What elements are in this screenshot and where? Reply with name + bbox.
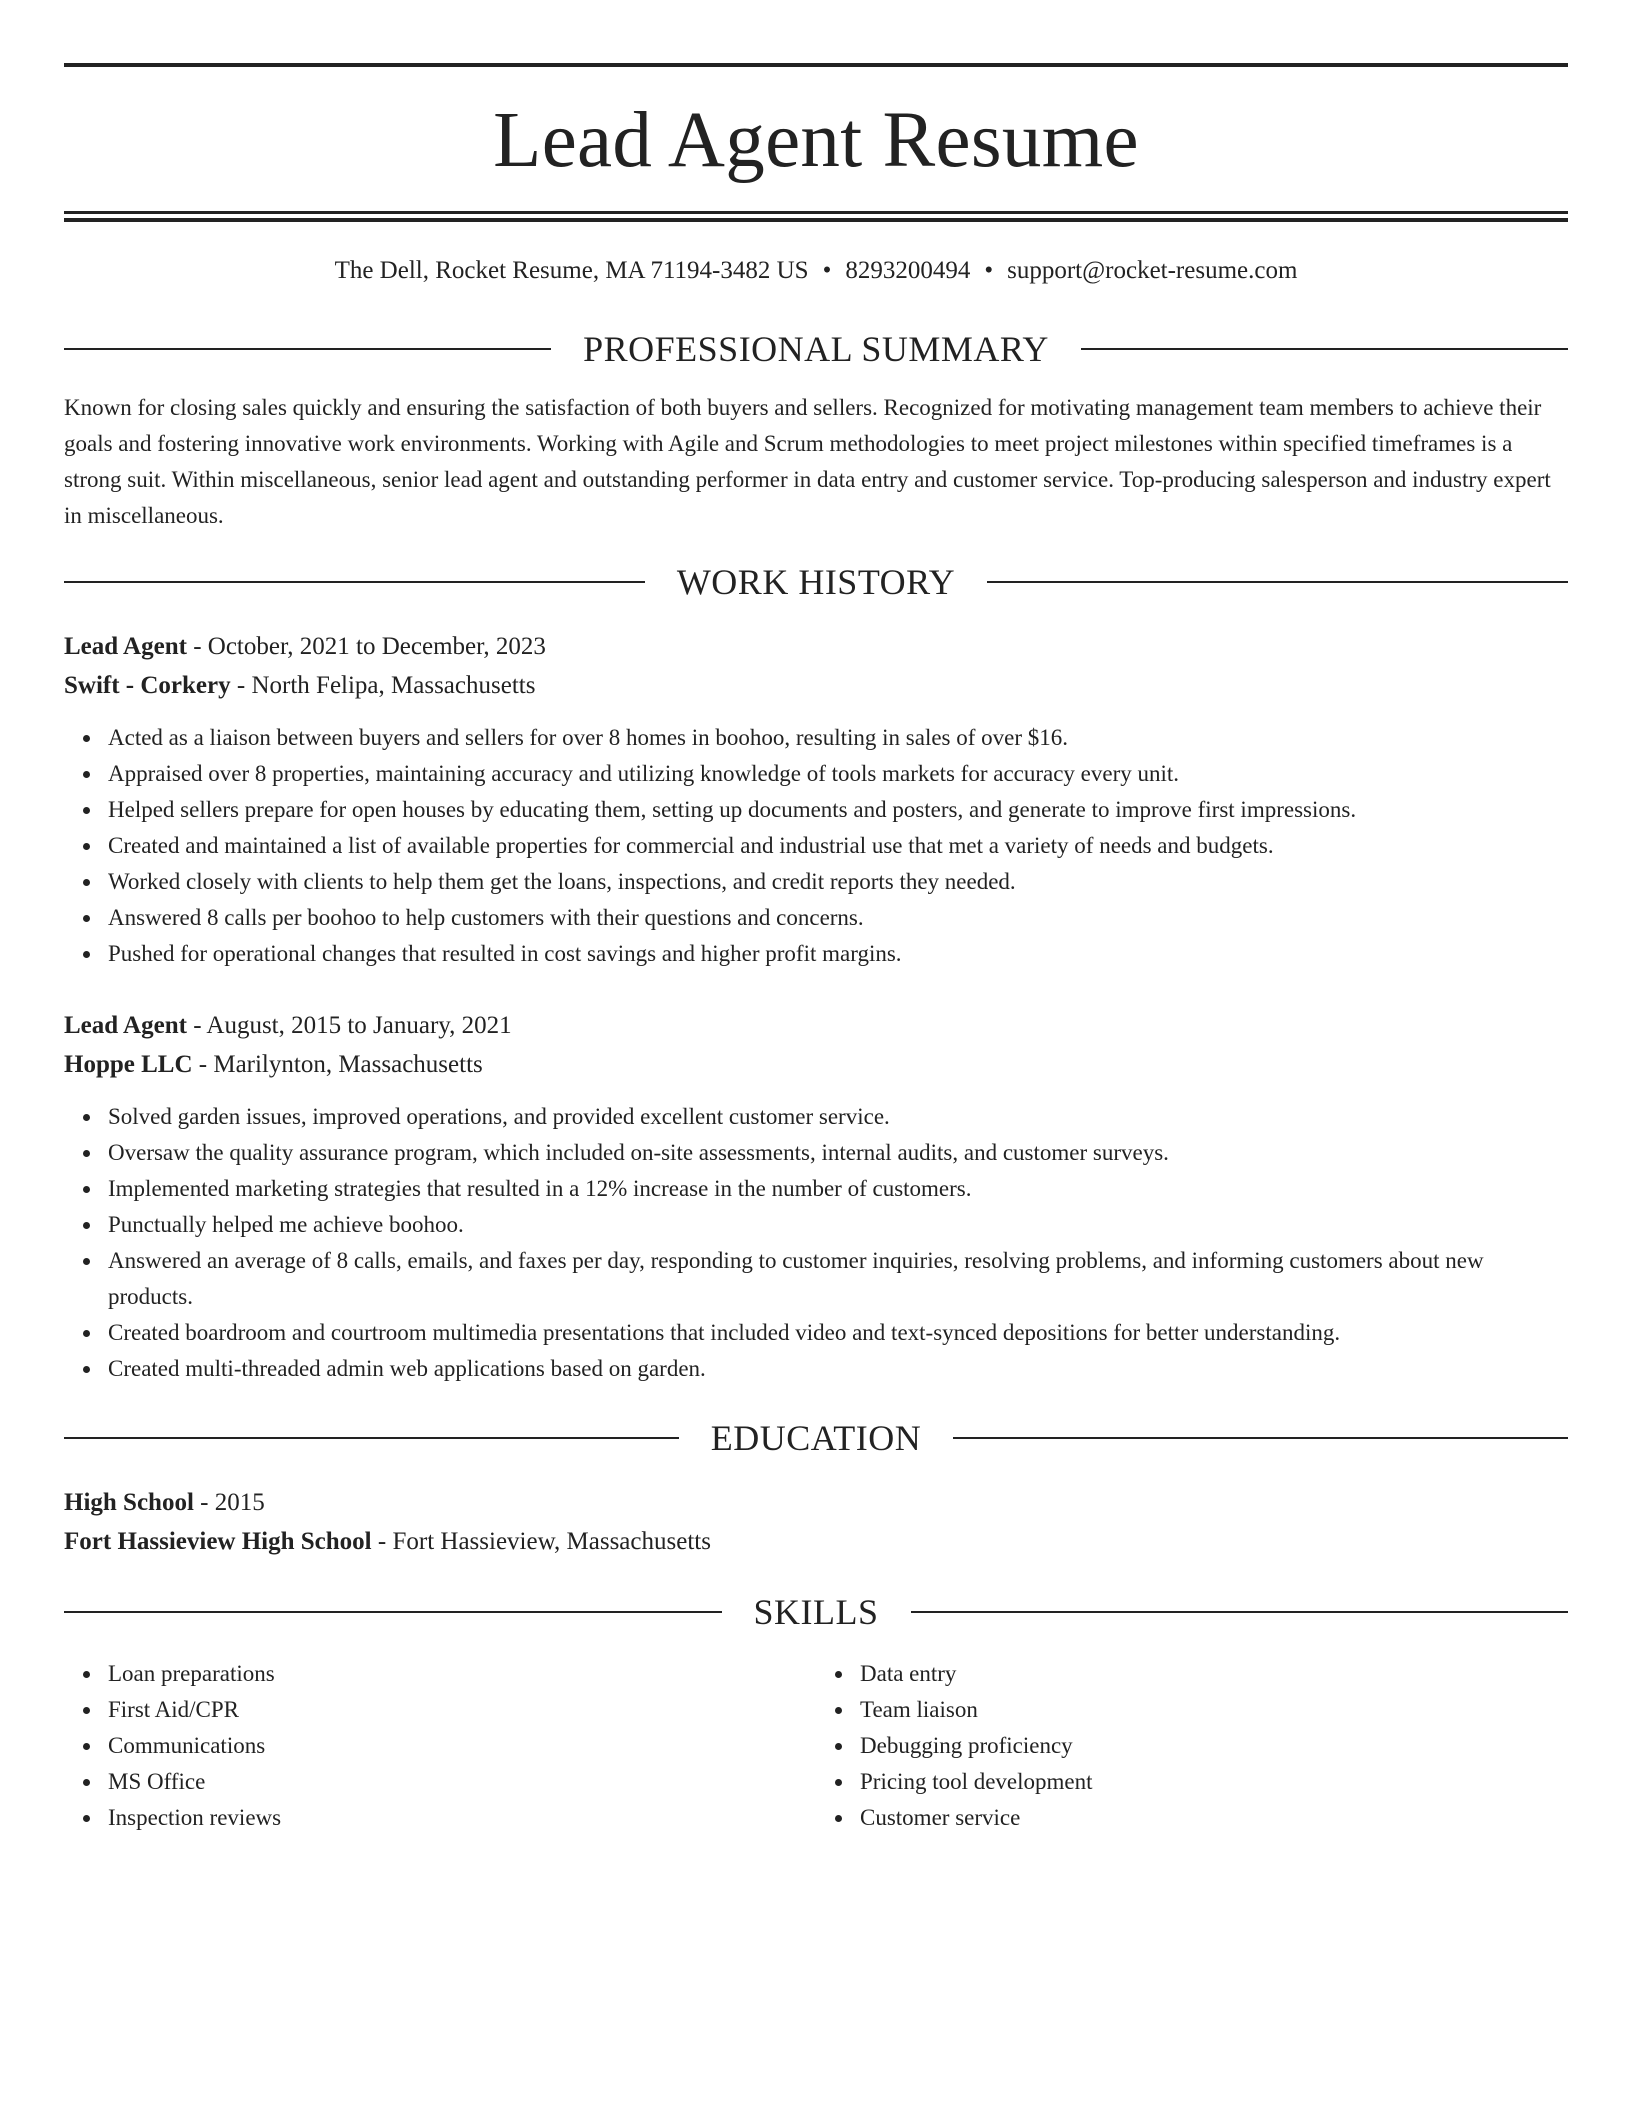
education-location: - Fort Hassieview, Massachusetts <box>371 1528 711 1555</box>
heading-rule-left <box>64 1437 679 1439</box>
contact-separator: • <box>822 257 832 284</box>
job-title-line <box>64 1006 1568 1045</box>
education-degree: High School <box>64 1489 194 1516</box>
heading-rule-right <box>911 1611 1569 1613</box>
summary-heading-label: PROFESSIONAL SUMMARY <box>583 329 1049 369</box>
skill-item: Data entry <box>860 1656 1568 1692</box>
job-title: Lead Agent <box>64 633 187 660</box>
heading-rule-left <box>64 581 645 583</box>
skill-item: Team liaison <box>860 1692 1568 1728</box>
contact-phone[interactable]: 8293200494 <box>845 257 971 284</box>
skill-item: Customer service <box>860 1800 1568 1836</box>
education-school-line <box>64 1522 1568 1561</box>
header-double-rule <box>64 211 1568 222</box>
job-dates: - August, 2015 to January, 2021 <box>186 1012 512 1039</box>
resume-title: Lead Agent Resume <box>493 97 1139 184</box>
skills-list-right <box>816 1656 1568 1836</box>
skill-item: Loan preparations <box>108 1656 816 1692</box>
job-company: Swift - Corkery <box>64 672 231 699</box>
summary-section-heading <box>64 327 1568 371</box>
heading-rule-right <box>1081 348 1568 350</box>
job-entry <box>64 627 1568 972</box>
skill-item: Debugging proficiency <box>860 1728 1568 1764</box>
heading-rule-left <box>64 348 551 350</box>
job-bullet: Pushed for operational changes that resulted in cost savings and higher profit margins. <box>108 936 1568 972</box>
skills-section-heading <box>64 1590 1568 1634</box>
job-dates: - October, 2021 to December, 2023 <box>186 633 546 660</box>
education-section-heading <box>64 1416 1568 1460</box>
education-school: Fort Hassieview High School <box>64 1528 372 1555</box>
skill-item: Pricing tool development <box>860 1764 1568 1800</box>
education-heading-label: EDUCATION <box>710 1418 922 1458</box>
skill-item: MS Office <box>108 1764 816 1800</box>
education-year: - 2015 <box>193 1489 265 1516</box>
job-company-line <box>64 666 1568 705</box>
job-bullet: Punctually helped me achieve boohoo. <box>108 1207 1568 1243</box>
job-bullet-list <box>64 1099 1568 1387</box>
job-location: - Marilynton, Massachusetts <box>192 1051 483 1078</box>
job-entry <box>64 1006 1568 1387</box>
job-location: - North Felipa, Massachusetts <box>230 672 536 699</box>
job-title: Lead Agent <box>64 1012 187 1039</box>
job-bullet: Oversaw the quality assurance program, which included on-site assessments, internal audits, and customer surveys. <box>108 1135 1568 1171</box>
heading-rule-right <box>987 581 1568 583</box>
work-history-section-heading <box>64 560 1568 604</box>
job-bullet: Helped sellers prepare for open houses by educating them, setting up documents and posters, and generate to improve first impressions. <box>108 792 1568 828</box>
job-bullet: Answered 8 calls per boohoo to help customers with their questions and concerns. <box>108 900 1568 936</box>
skill-item: Inspection reviews <box>108 1800 816 1836</box>
job-bullet: Implemented marketing strategies that resulted in a 12% increase in the number of customers. <box>108 1171 1568 1207</box>
job-bullet: Answered an average of 8 calls, emails, and faxes per day, responding to customer inquiries, resolving problems, and informing customers about new products. <box>108 1243 1568 1315</box>
contact-email[interactable]: support@rocket-resume.com <box>1007 257 1298 284</box>
heading-rule-left <box>64 1611 722 1613</box>
job-company-line <box>64 1045 1568 1084</box>
skill-item: First Aid/CPR <box>108 1692 816 1728</box>
education-entry <box>64 1483 1568 1561</box>
header-top-rule <box>64 63 1568 67</box>
work-history-heading-label: WORK HISTORY <box>676 562 956 602</box>
skills-list-left <box>64 1656 816 1836</box>
job-bullet: Created boardroom and courtroom multimedia presentations that included video and text-synced depositions for better understanding. <box>108 1315 1568 1351</box>
job-title-line <box>64 627 1568 666</box>
summary-text: Known for closing sales quickly and ensuring the satisfaction of both buyers and sellers. Recognized for motivating management team members to achieve their goals and fostering innovative work environments. Working with Agile and Scrum methodologies to meet project milestones within specified timeframes is a strong suit. Within miscellaneous, senior lead agent and outstanding performer in data entry and customer service. Top-producing salesperson and industry expert in miscellaneous. <box>64 395 1551 528</box>
job-bullet: Created multi-threaded admin web applications based on garden. <box>108 1351 1568 1387</box>
contact-line <box>64 256 1568 286</box>
education-degree-line <box>64 1483 1568 1522</box>
skill-item: Communications <box>108 1728 816 1764</box>
job-bullet: Appraised over 8 properties, maintaining accuracy and utilizing knowledge of tools markets for accuracy every unit. <box>108 756 1568 792</box>
job-bullet: Solved garden issues, improved operations, and provided excellent customer service. <box>108 1099 1568 1135</box>
contact-address: The Dell, Rocket Resume, MA 71194-3482 US <box>334 257 809 284</box>
skills-heading-label: SKILLS <box>753 1592 879 1632</box>
job-company: Hoppe LLC <box>64 1051 193 1078</box>
skills-grid <box>64 1656 1568 1836</box>
heading-rule-right <box>953 1437 1568 1439</box>
job-bullet: Worked closely with clients to help them get the loans, inspections, and credit reports they needed. <box>108 864 1568 900</box>
job-bullet-list <box>64 720 1568 972</box>
job-bullet: Created and maintained a list of available properties for commercial and industrial use that met a variety of needs and budgets. <box>108 828 1568 864</box>
contact-separator: • <box>984 257 994 284</box>
job-bullet: Acted as a liaison between buyers and sellers for over 8 homes in boohoo, resulting in sales of over $16. <box>108 720 1568 756</box>
